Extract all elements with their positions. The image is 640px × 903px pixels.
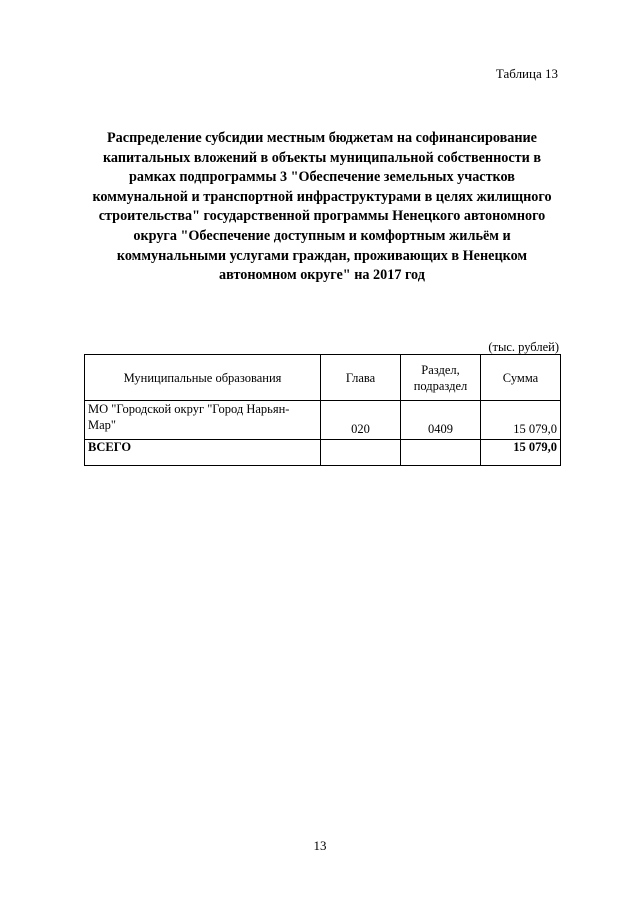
cell-section: 0409 <box>401 401 481 440</box>
page-number: 13 <box>313 838 327 853</box>
table-number-label: Таблица 13 <box>495 66 558 81</box>
units-label: (тыс. рублей) <box>488 340 559 354</box>
total-section-empty <box>401 440 481 466</box>
header-municipality: Муниципальные образования <box>85 355 321 401</box>
cell-chapter: 020 <box>321 401 401 440</box>
table-total-row <box>85 440 561 466</box>
header-section: Раздел, подраздел <box>401 355 481 401</box>
table-row <box>85 401 561 440</box>
subsidy-table <box>84 354 561 466</box>
total-label: ВСЕГО <box>85 440 321 466</box>
document-title: Распределение субсидии местным бюджетам на софинансирование капитальных вложений в объекты муниципальной собственности в рамках подпрограммы 3 "Обеспечение земельных участков коммунальной и транспортной инфраструктурами в целях жилищного строительства" государственной программы Ненецкого автономного округа "Обеспечение доступным и комфортным жильём и коммунальными услугами граждан, проживающих в Ненецком автономном округе" на 2017 год <box>92 130 552 284</box>
cell-municipality: МО "Городской округ "Город Нарьян-Мар" <box>85 401 321 440</box>
table-header-row <box>85 355 561 401</box>
total-chapter-empty <box>321 440 401 466</box>
total-sum: 15 079,0 <box>481 440 561 466</box>
cell-sum: 15 079,0 <box>481 401 561 440</box>
header-sum: Сумма <box>481 355 561 401</box>
header-chapter: Глава <box>321 355 401 401</box>
